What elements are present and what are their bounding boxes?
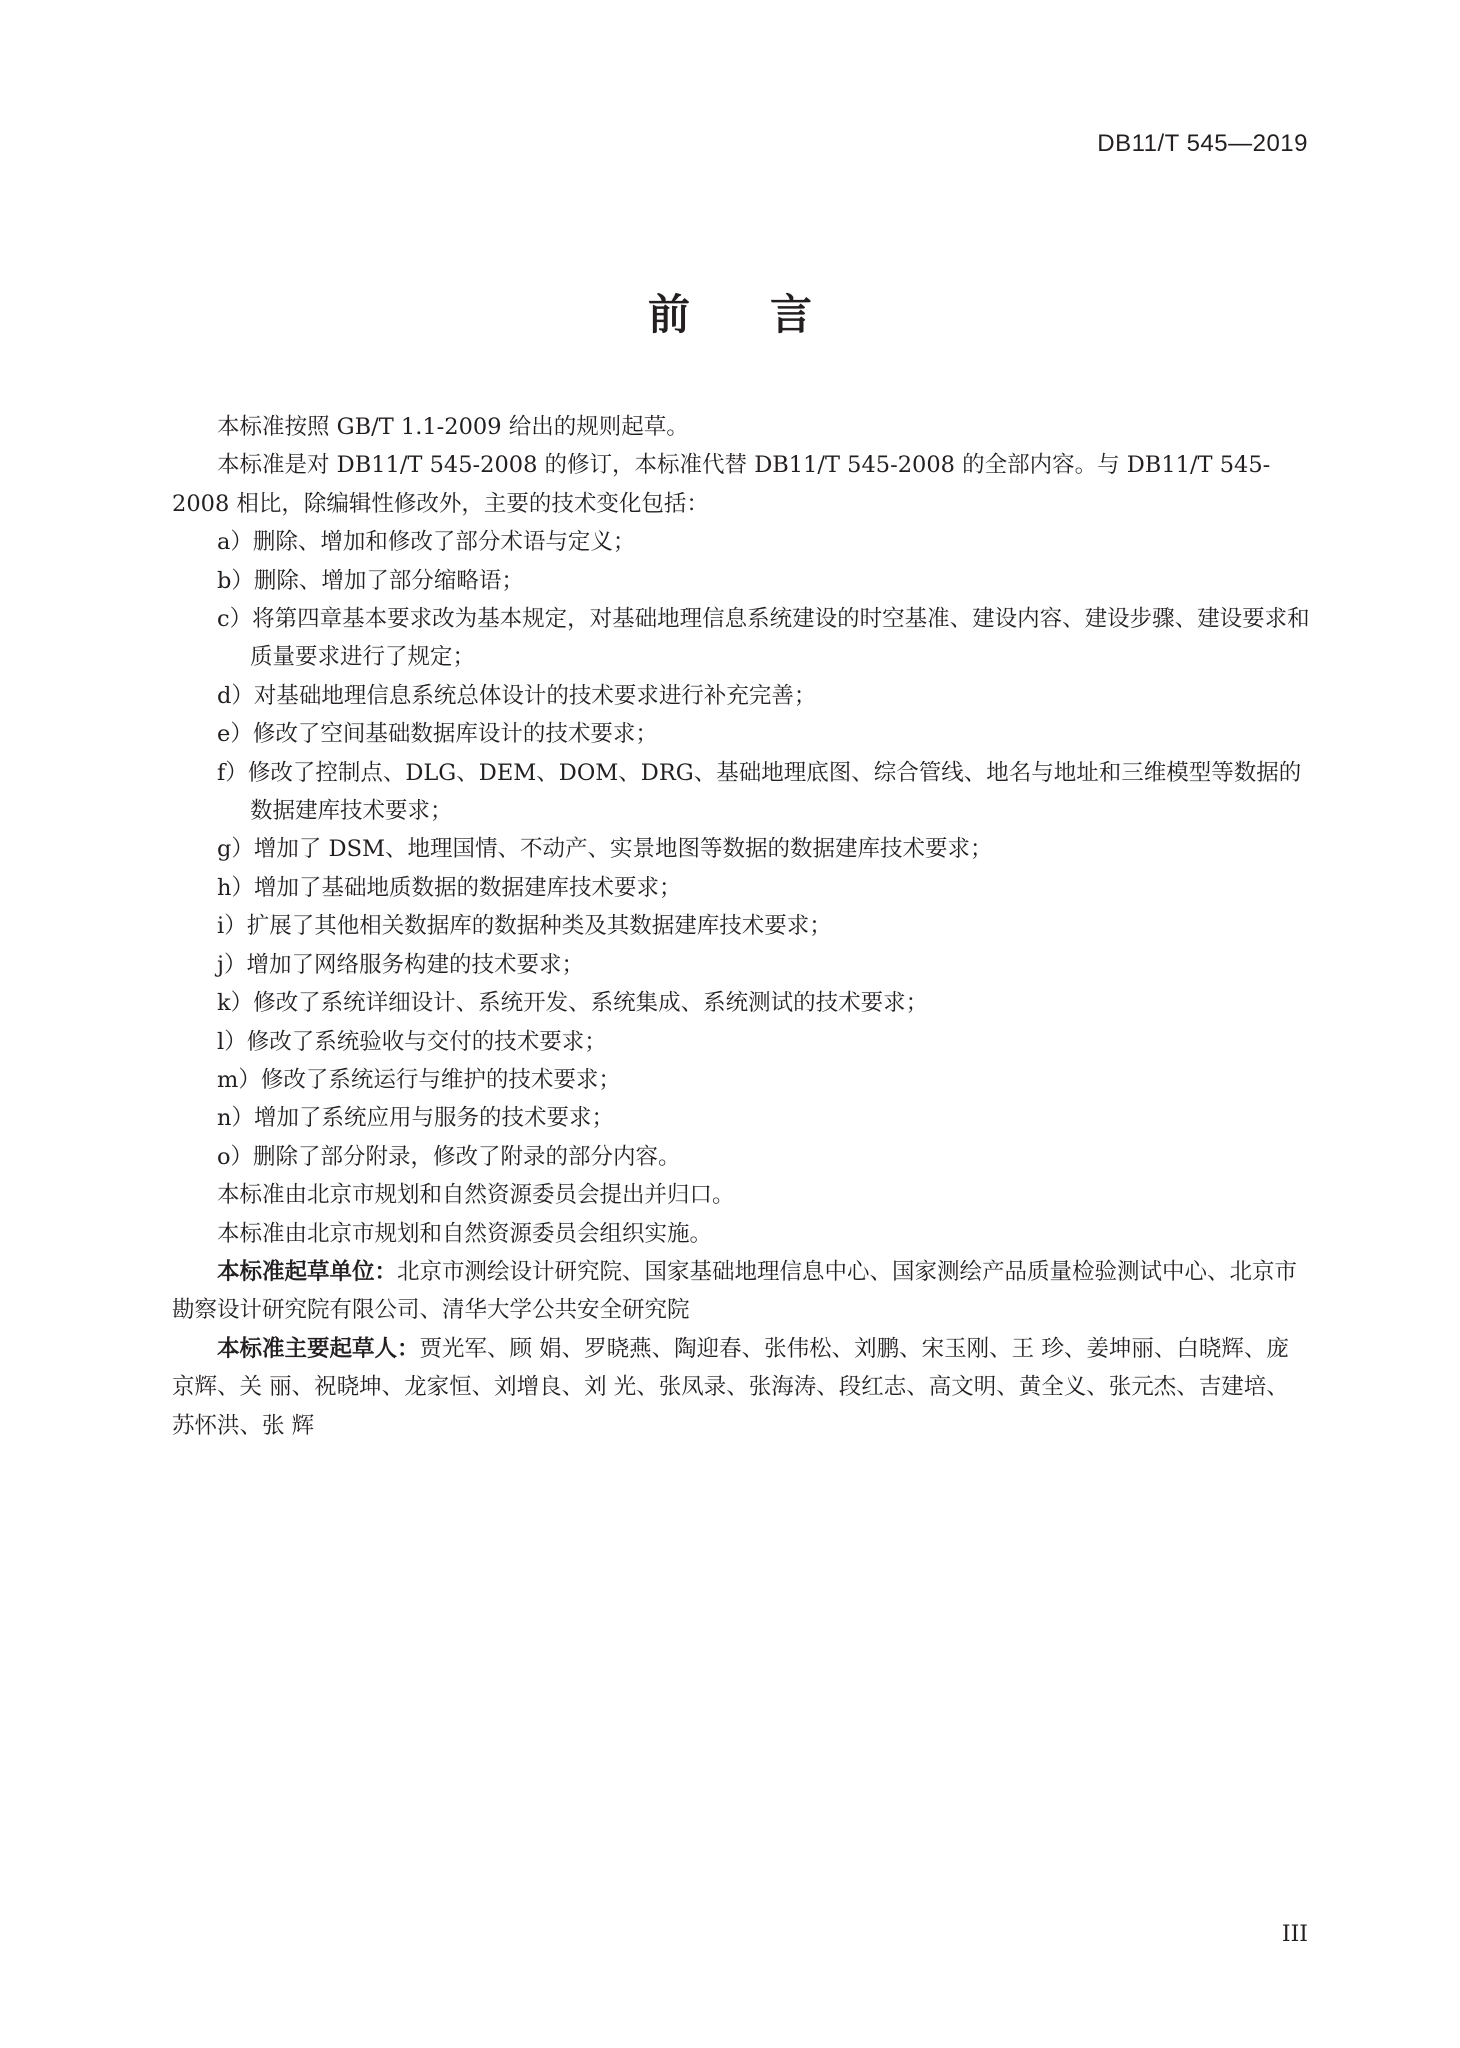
- change-item-i: i）扩展了其他相关数据库的数据种类及其数据建库技术要求；: [217, 913, 832, 940]
- drafting-units-paragraph: [172, 1253, 1311, 1330]
- foreword-body: [172, 408, 1311, 1445]
- drafters-paragraph: [172, 1330, 1311, 1445]
- change-item-b: b）删除、增加了部分缩略语；: [217, 567, 524, 594]
- change-item-o: o）删除了部分附录，修改了附录的部分内容。: [217, 1143, 681, 1170]
- change-item-a: a）删除、增加和修改了部分术语与定义；: [217, 529, 636, 556]
- change-item-j: j）增加了网络服务构建的技术要求；: [217, 951, 584, 978]
- page-number: III: [1281, 1922, 1308, 1947]
- drafting-units-text: 北京市测绘设计研究院、国家基础地理信息中心、国家测绘产品质量检验测试中心、北京市勘察设计研究院有限公司、清华大学公共安全研究院: [172, 1258, 1298, 1324]
- change-item-g: g）增加了 DSM、地理国情、不动产、实景地图等数据的数据建库技术要求；: [217, 836, 993, 863]
- change-item-h: h）增加了基础地质数据的数据建库技术要求；: [217, 874, 682, 901]
- change-item-m: m）修改了系统运行与维护的技术要求；: [217, 1066, 621, 1093]
- drafters-label: 本标准主要起草人：: [217, 1335, 420, 1362]
- change-item-k: k）修改了系统详细设计、系统开发、系统集成、系统测试的技术要求；: [217, 990, 929, 1017]
- organized-by-paragraph: 本标准由北京市规划和自然资源委员会组织实施。: [217, 1220, 713, 1247]
- change-item-d: d）对基础地理信息系统总体设计的技术要求进行补充完善；: [217, 682, 817, 709]
- revision-paragraph: 本标准是对 DB11/T 545-2008 的修订，本标准代替 DB11/T 545-2008 的全部内容。与 DB11/T 545-2008 相比，除编辑性修改外，主要的技术变化包括：: [172, 452, 1271, 517]
- page-title: 前言: [647, 290, 892, 339]
- drafters-text: 贾光军、顾 娟、罗晓燕、陶迎春、张伟松、刘鹏、宋玉刚、王 珍、姜坤丽、白晓辉、庞京辉、关 丽、祝晓坤、龙家恒、刘增良、刘 光、张凤录、张海涛、段红志、高文明、黄全义、张元杰、吉建培、苏怀洪、张 辉: [172, 1335, 1289, 1439]
- proposed-by-paragraph: 本标准由北京市规划和自然资源委员会提出并归口。: [217, 1182, 735, 1209]
- change-item-e: e）修改了空间基础数据库设计的技术要求；: [217, 721, 658, 748]
- drafting-rules-paragraph: 本标准按照 GB/T 1.1-2009 给出的规则起草。: [217, 414, 689, 440]
- drafting-units-label: 本标准起草单位：: [217, 1258, 398, 1285]
- change-item-f: f）修改了控制点、DLG、DEM、DOM、DRG、基础地理底图、综合管线、地名与地址和三维模型等数据的数据建库技术要求；: [217, 759, 1302, 825]
- change-item-n: n）增加了系统应用与服务的技术要求；: [217, 1105, 614, 1132]
- change-item-c: c）将第四章基本要求改为基本规定，对基础地理信息系统建设的时空基准、建设内容、建设步骤、建设要求和质量要求进行了规定；: [217, 606, 1310, 671]
- standard-code: DB11/T 545—2019: [1097, 130, 1308, 157]
- change-item-l: l）修改了系统验收与交付的技术要求；: [217, 1028, 607, 1055]
